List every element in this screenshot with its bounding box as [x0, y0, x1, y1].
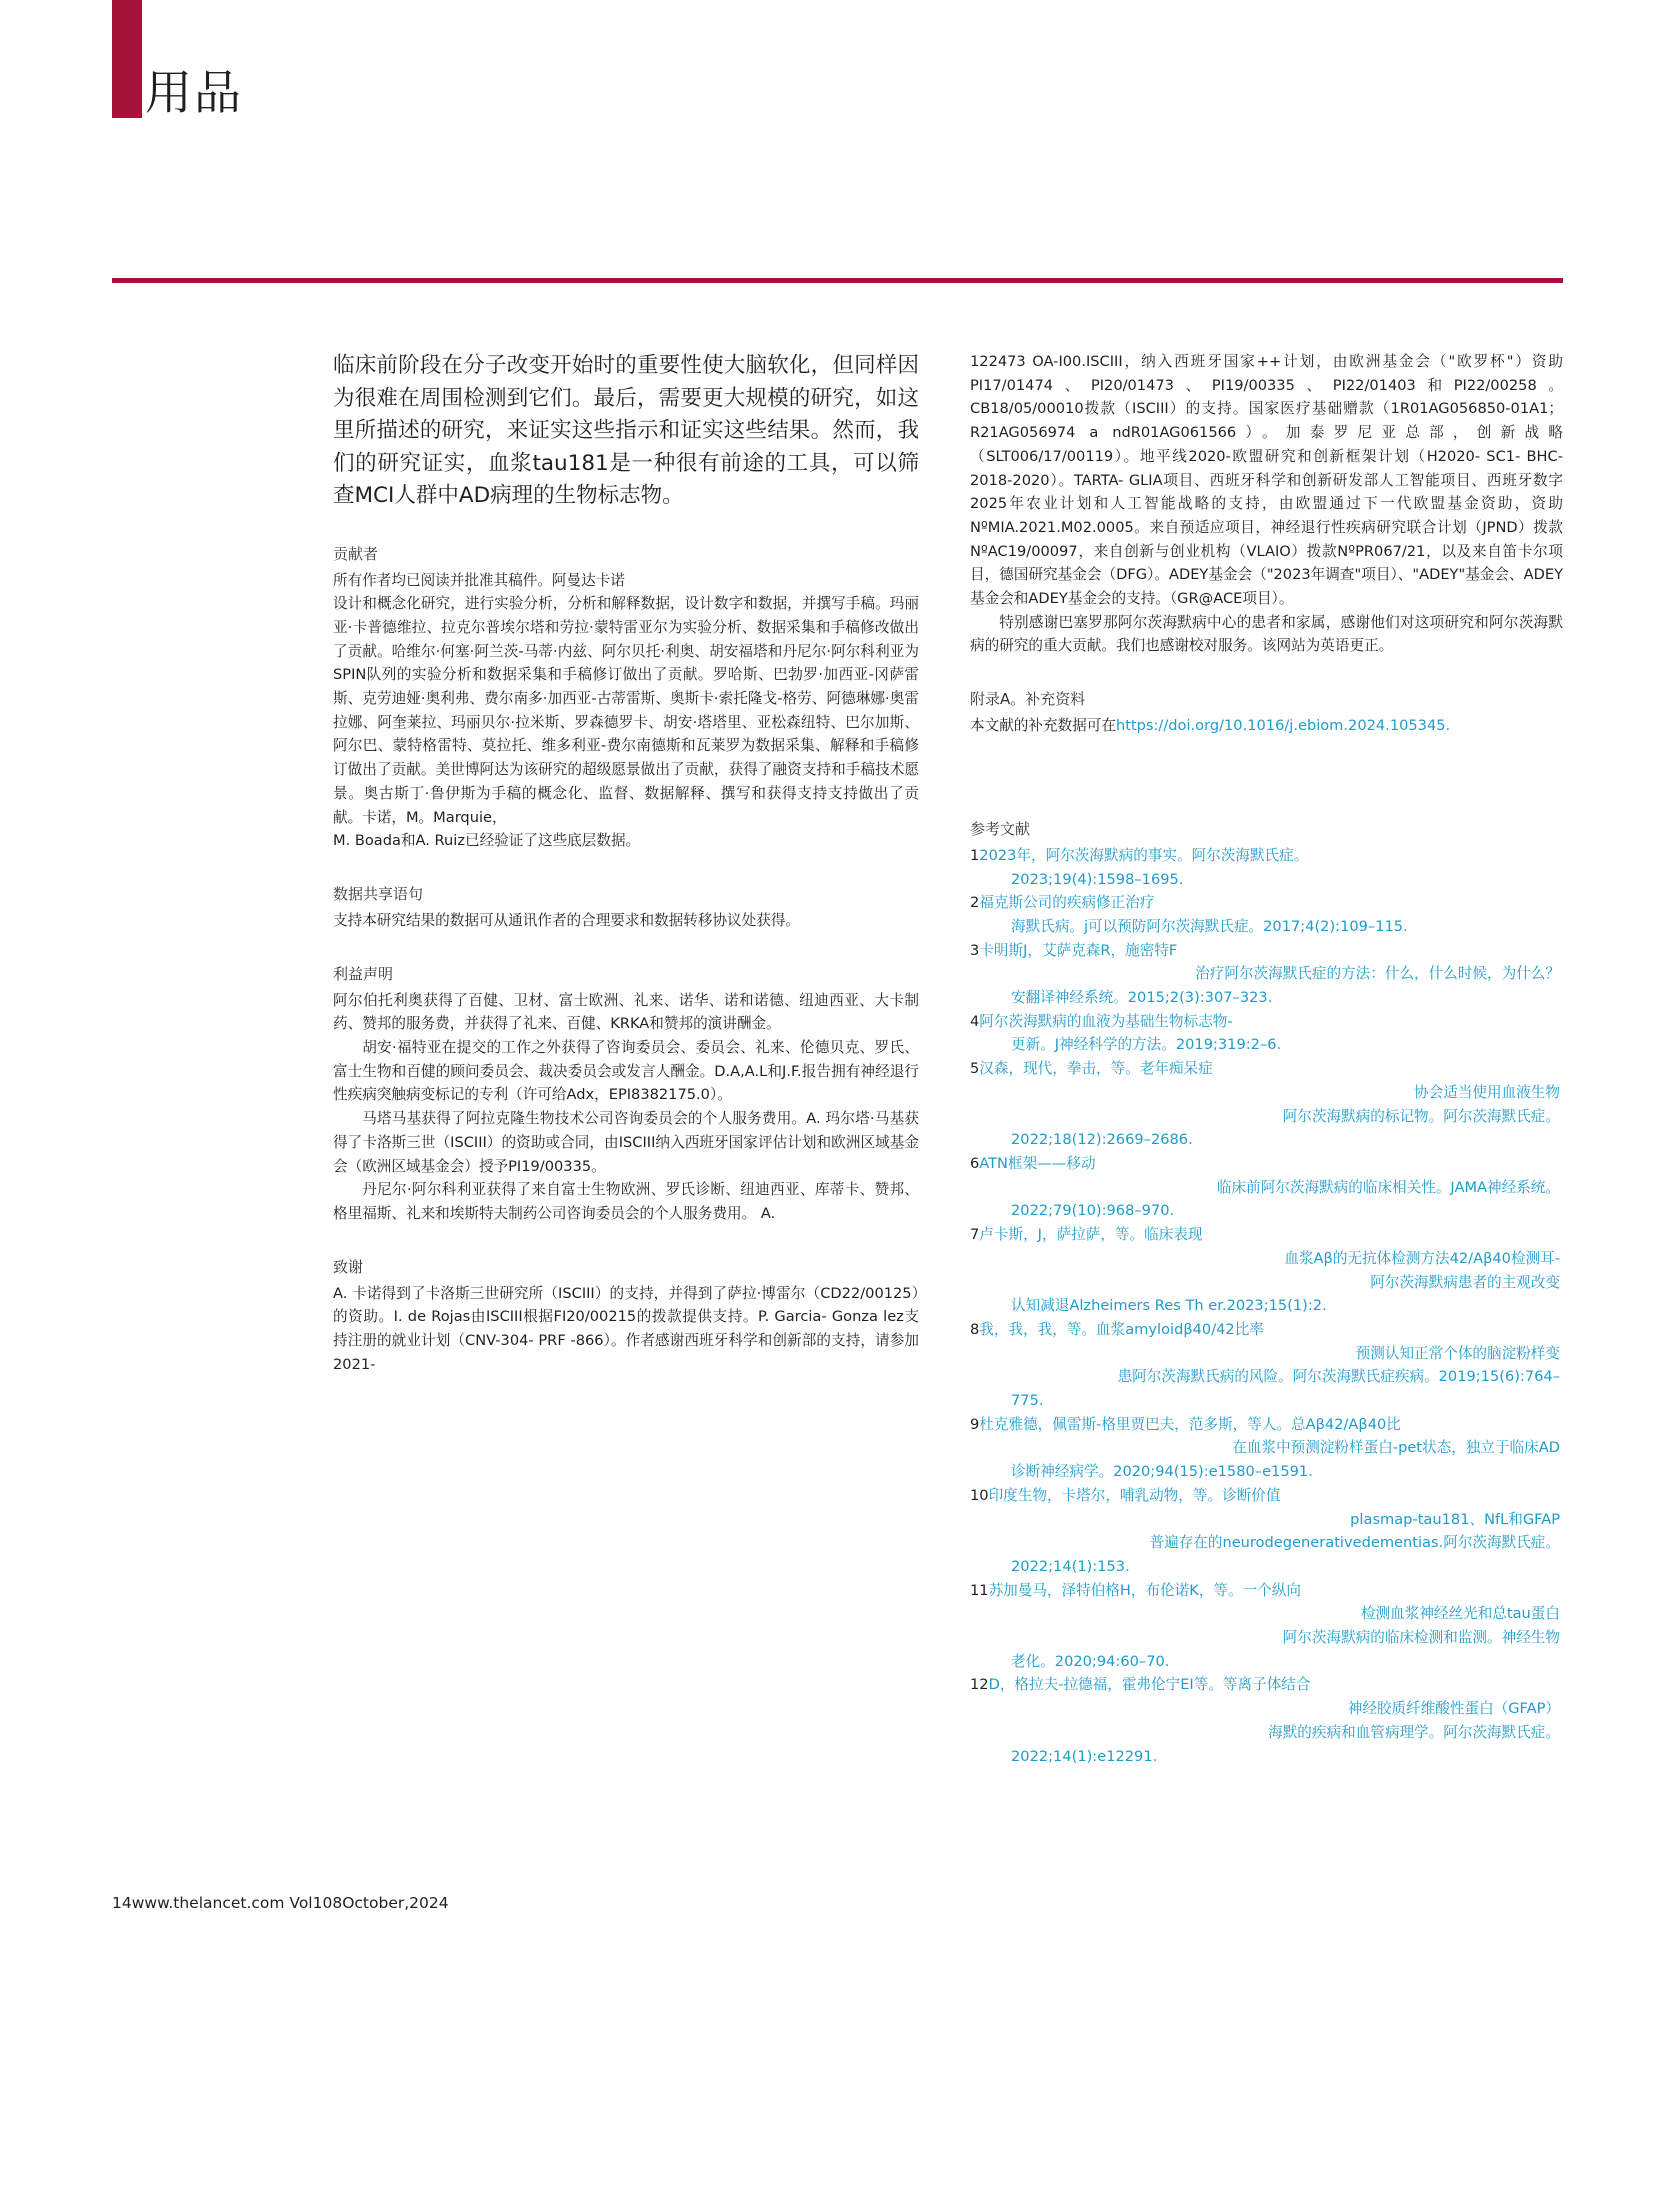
reference-title: 苏加曼马，泽特伯格H，布伦诺K，等。一个纵向 [988, 1581, 1301, 1599]
reference-line: 协会适当使用血液生物 [1414, 1083, 1560, 1101]
appendix-heading: 附录A。补充资料 [970, 690, 1086, 709]
reference-item[interactable] [970, 1413, 1563, 1484]
reference-number: 11 [970, 1581, 989, 1599]
reference-line: 2022;18(12):2669–2686. [1011, 1131, 1193, 1149]
reference-line: 预测认知正常个体的脑淀粉样变 [1355, 1344, 1560, 1362]
reference-line [970, 844, 1563, 868]
interests-body [333, 989, 919, 1226]
reference-line: 更新。J神经科学的方法。2019;319:2–6. [1011, 1036, 1282, 1054]
reference-line: 普遍存在的neurodegenerativedementias.阿尔茨海默氏症。 [1149, 1534, 1560, 1552]
left-column [333, 350, 919, 1376]
reference-line [970, 1223, 1563, 1247]
reference-line [970, 891, 1563, 915]
reference-title: 我，我，我，等。血浆amyloidβ40/42比率 [979, 1320, 1264, 1338]
reference-item[interactable] [970, 891, 1563, 938]
reference-line: 老化。2020;94:60–70. [1011, 1652, 1170, 1670]
reference-line [970, 1579, 1563, 1603]
header-accent-bar [112, 0, 142, 118]
reference-line: plasmap-tau181、NfL和GFAP [1350, 1510, 1560, 1528]
reference-title: ATN框架——移动 [979, 1154, 1096, 1172]
reference-line [970, 1057, 1563, 1081]
contributors-body [333, 569, 919, 853]
reference-number: 8 [970, 1320, 980, 1338]
reference-title: 卡明斯J，艾萨克森R，施密特F [979, 941, 1178, 959]
contributors-heading: 贡献者 [333, 544, 379, 563]
reference-title: 2023年，阿尔茨海默病的事实。阿尔茨海默氏症。 [979, 846, 1309, 864]
reference-title: 福克斯公司的疾病修正治疗 [979, 894, 1155, 912]
reference-line: 认知减退Alzheimers Res Th er.2023;15(1):2. [1011, 1297, 1327, 1315]
reference-title: 杜克雅德，佩雷斯-格里贾巴夫，范多斯，等人。总Aβ42/Aβ40比 [979, 1415, 1401, 1433]
contributors-p2: 设计和概念化研究，进行实验分析，分析和解释数据，设计数字和数据，并撰写手稿。玛丽亚·卡普德维拉、拉克尔普埃尔塔和劳拉·蒙特雷亚尔为实验分析、数据采集和手稿修改做出了贡献。哈维尔·何塞·阿兰茨-马蒂·内兹、阿尔贝托·利奥、胡安福塔和丹尼尔·阿尔科利亚为SPIN队列的实验分析和数据采集和手稿修订做出了贡献。罗哈斯、巴勃罗·加西亚-冈萨雷斯、克劳迪娅·奥利弗、费尔南多·加西亚-古蒂雷斯、奥斯卡·索托隆戈-格劳、阿德琳娜·奥雷拉娜、阿奎莱拉、玛丽贝尔·拉米斯、罗森德罗卡、胡安·塔塔里、亚松森纽特、巴尔加斯、阿尔巴、蒙特格雷特、莫拉托、维多利亚-费尔南德斯和瓦莱罗为数据采集、解释和手稿修订做出了贡献。美世博阿达为该研究的超级愿景做出了贡献，获得了融资支持和手稿技术愿景。奥古斯丁·鲁伊斯为手稿的概念化、监督、数据解释、撰写和获得支持支持做出了贡献。卡诺，M。Marquie， [333, 595, 919, 826]
reference-line: 2022;79(10):968–970. [1011, 1202, 1175, 1220]
interests-p3: 马塔马基获得了阿拉克隆生物技术公司咨询委员会的个人服务费用。A. 玛尔塔·马基获得了卡洛斯三世（ISCIII）的资助或合同，由ISCIII纳入西班牙国家评估计划和欧洲区域基金会（欧洲区域基金会）授予PI19/00335。 [333, 1110, 919, 1175]
interests-p4: 丹尼尔·阿尔科利亚获得了来自富士生物欧洲、罗氏诊断、纽迪西亚、库蒂卡、赞邦、格里福斯、礼来和埃斯特夫制药公司咨询委员会的个人服务费用。 A. [333, 1181, 919, 1222]
right-column [970, 350, 1563, 1768]
reference-line: 海默的疾病和血管病理学。阿尔茨海默氏症。 [1268, 1723, 1560, 1741]
reference-line: 2022;14(1):e12291. [1011, 1747, 1158, 1765]
reference-line: 海默氏病。j可以预防阿尔茨海默氏症。2017;4(2):109–115. [1011, 917, 1408, 935]
reference-line: 安翻译神经系统。2015;2(3):307–323. [1011, 989, 1273, 1007]
contributors-p3: M. Boada和A. Ruiz已经验证了这些底层数据。 [333, 832, 641, 850]
acknowledgements-heading: 致谢 [333, 1257, 364, 1276]
reference-number: 1 [970, 846, 980, 864]
appendix-text: 本文献的补充数据可在 [970, 717, 1116, 735]
reference-line: 检测血浆神经丝光和总tau蛋白 [1360, 1605, 1560, 1623]
reference-line: 血浆Aβ的无抗体检测方法42/Aβ40检测耳- [1284, 1249, 1560, 1267]
reference-item[interactable] [970, 1223, 1563, 1318]
acknowledgements-left-body: A. 卡诺得到了卡洛斯三世研究所（ISCIII）的支持，并得到了萨拉·博雷尔（CD22/00125）的资助。I. de Rojas由ISCIII根据FI20/00215的拨款提供支持。P. Garcia- Gonza lez支持注册的就业计划（CNV-304- PRF -866）。作者感谢西班牙科学和创新部的支持，请参加2021- [333, 1284, 919, 1373]
reference-number: 12 [970, 1676, 989, 1694]
reference-line: 阿尔茨海默病的临床检测和监测。神经生物 [1282, 1629, 1560, 1647]
reference-line [970, 1413, 1563, 1437]
reference-item[interactable] [970, 1484, 1563, 1579]
reference-number: 10 [970, 1486, 989, 1504]
data-sharing-body: 支持本研究结果的数据可从通讯作者的合理要求和数据转移协议处获得。 [333, 911, 801, 929]
reference-number: 2 [970, 894, 980, 912]
interests-heading: 利益声明 [333, 964, 394, 983]
reference-number: 6 [970, 1154, 980, 1172]
reference-line: 神经胶质纤维酸性蛋白（GFAP） [1347, 1700, 1560, 1718]
reference-line [970, 1010, 1563, 1034]
reference-title: 阿尔茨海默病的血液为基础生物标志物- [979, 1012, 1233, 1030]
acknowledgements-thanks: 特别感谢巴塞罗那阿尔茨海默病中心的患者和家属，感谢他们对这项研究和阿尔茨海默病的研究的重大贡献。我们也感谢校对服务。该网站为英语更正。 [970, 613, 1563, 655]
reference-item[interactable] [970, 1673, 1563, 1768]
section-title: 用品 [145, 66, 243, 121]
reference-line: 2023;19(4):1598–1695. [1011, 870, 1184, 888]
reference-line: 患阿尔茨海默氏病的风险。阿尔茨海默氏症疾病。2019;15(6):764– [1117, 1368, 1560, 1386]
reference-line: 775. [1011, 1392, 1044, 1410]
reference-line [970, 1673, 1563, 1697]
reference-number: 5 [970, 1060, 980, 1078]
reference-line [970, 1318, 1563, 1342]
reference-item[interactable] [970, 1579, 1563, 1674]
reference-title: D，格拉夫-拉德福，霍弗伦宁EI等。等离子体结合 [988, 1676, 1311, 1694]
reference-line [970, 1484, 1563, 1508]
reference-item[interactable] [970, 1057, 1563, 1152]
reference-line [970, 1152, 1563, 1176]
data-sharing-heading: 数据共享语句 [333, 884, 424, 903]
references-heading: 参考文献 [970, 819, 1031, 838]
reference-item[interactable] [970, 1010, 1563, 1057]
reference-line: 诊断神经病学。2020;94(15):e1580–e1591. [1011, 1463, 1313, 1481]
reference-item[interactable] [970, 844, 1563, 891]
reference-line: 阿尔茨海默病患者的主观改变 [1370, 1273, 1560, 1291]
reference-item[interactable] [970, 1318, 1563, 1413]
appendix-body [970, 714, 1563, 738]
reference-item[interactable] [970, 1152, 1563, 1223]
reference-title: 卢卡斯，J，萨拉萨，等。临床表现 [979, 1226, 1203, 1244]
reference-line [970, 939, 1563, 963]
reference-number: 3 [970, 941, 980, 959]
page-footer: 14www.thelancet.com Vol108October,2024 [112, 1894, 449, 1912]
reference-number: 7 [970, 1226, 980, 1244]
reference-title: 汉森，现代，拳击，等。老年痴呆症 [979, 1060, 1213, 1078]
reference-title: 印度生物，卡塔尔，哺乳动物，等。诊断价值 [988, 1486, 1281, 1504]
acknowledgements-right-body: 122473 OA-I00.ISCIII，纳入西班牙国家++计划，由欧洲基金会（"欧罗杯"）资助PI17/01474、PI20/01473、PI19/00335、PI22/01403和PI22/00258。CB18/05/00010拨款（ISCIII）的支持。国家医疗基础赠款（1R01AG056850-01A1；R21AG056974 a ndR01AG061566）。加泰罗尼亚总部，创新战略（SLT006/17/00119）。地平线2020-欧盟研究和创新框架计划（H2020- SC1- BHC-2018-2020）。TARTA- GLIA项目、西班牙科学和创新研发部人工智能项目、西班牙数字2025年农业计划和人工智能战略的支持，由欧盟通过下一代欧盟基金资助，资助NºMIA.2021.M02.0005。来自预适应项目，神经退行性疾病研究联合计划（JPND）拨款NºAC19/00097，来自创新与创业机构（VLAIO）拨款NºPR067/21，以及来自笛卡尔项目，德国研究基金会（DFG）。ADEY基金会（"2023年调查"项目）、"ADEY"基金会、ADEY基金会和ADEY基金会的支持。（GR@ACE项目）。 [970, 353, 1563, 608]
reference-line: 在血浆中预测淀粉样蛋白-pet状态，独立于临床AD [1232, 1439, 1560, 1457]
header-rule [112, 278, 1563, 283]
lead-paragraph: 临床前阶段在分子改变开始时的重要性使大脑软化，但同样因为很难在周围检测到它们。最后，需要更大规模的研究，如这里所描述的研究，来证实这些指示和证实这些结果。然而，我们的研究证实，血浆tau181是一种很有前途的工具，可以筛查MCI人群中AD病理的生物标志物。 [333, 353, 919, 508]
reference-number: 9 [970, 1415, 980, 1433]
interests-p2: 胡安·福特亚在提交的工作之外获得了咨询委员会、委员会、礼来、伦德贝克、罗氏、富士生物和百健的顾问委员会、裁决委员会或发言人酬金。D.A,A.L和J.F.报告拥有神经退行性疾病突触病变标记的专利（许可给Adx，EPI8382175.0）。 [333, 1039, 919, 1104]
reference-item[interactable] [970, 939, 1563, 1010]
references-list [970, 844, 1563, 1768]
appendix-doi-link[interactable]: https://doi.org/10.1016/j.ebiom.2024.105345. [1115, 717, 1451, 735]
interests-p1: 阿尔伯托利奥获得了百健、卫材、富士欧洲、礼来、诺华、诺和诺德、纽迪西亚、大卡制药、赞邦的服务费，并获得了礼来、百健、KRKA和赞邦的演讲酬金。 [333, 991, 919, 1033]
contributors-p1: 所有作者均已阅读并批准其稿件。阿曼达卡诺 [333, 571, 625, 589]
reference-line: 治疗阿尔茨海默氏症的方法：什么，什么时候，为什么？ [1195, 965, 1560, 983]
reference-number: 4 [970, 1012, 980, 1030]
reference-line: 阿尔茨海默病的标记物。阿尔茨海默氏症。 [1282, 1107, 1560, 1125]
reference-line: 临床前阿尔茨海默病的临床相关性。JAMA神经系统。 [1216, 1178, 1560, 1196]
reference-line: 2022;14(1):153. [1011, 1557, 1130, 1575]
